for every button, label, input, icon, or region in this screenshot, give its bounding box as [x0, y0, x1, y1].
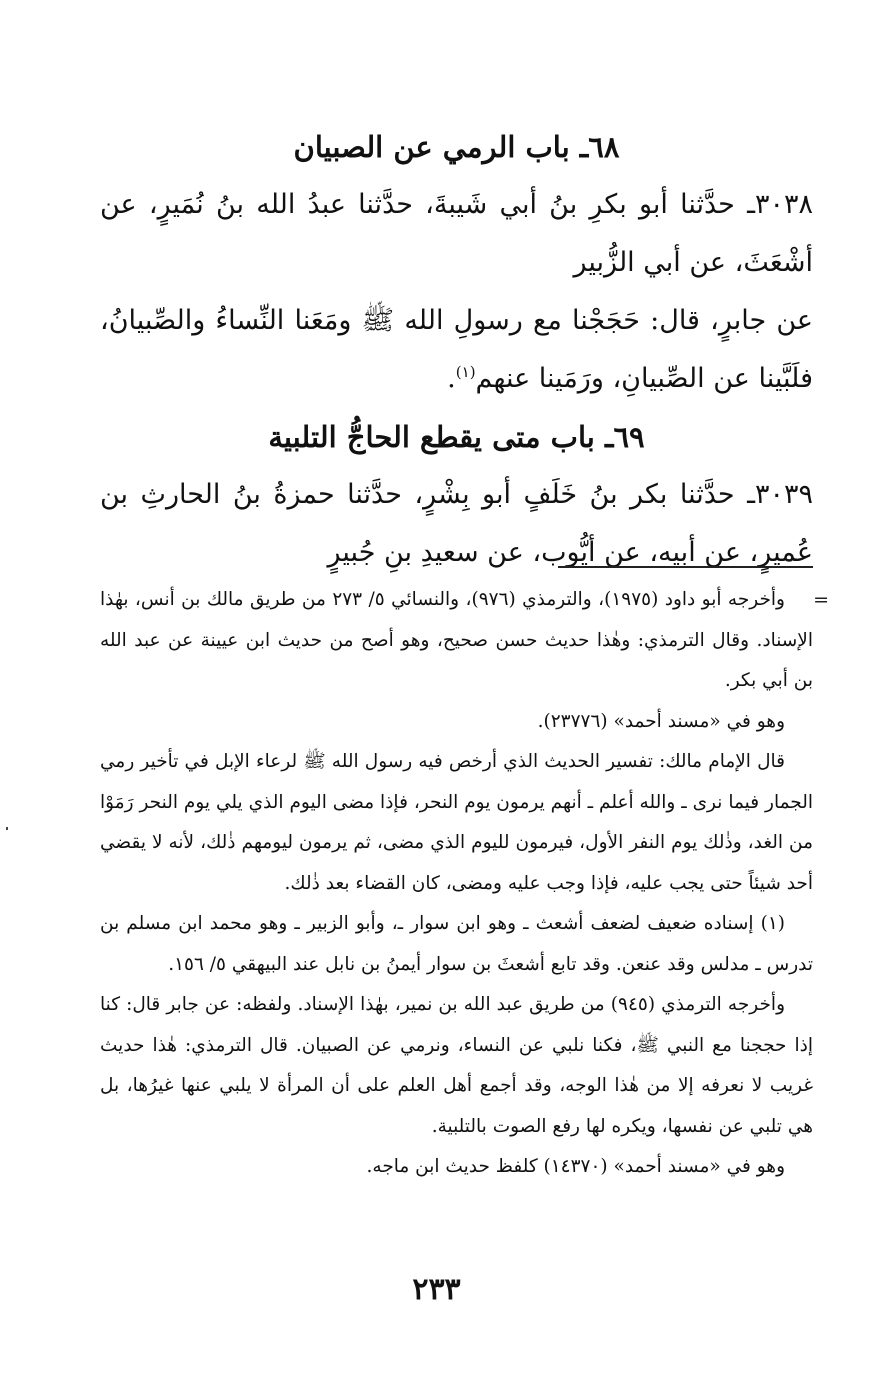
hadith-3038-matn [100, 292, 813, 408]
hadith-3038-end: . [447, 363, 456, 394]
footnotes [100, 580, 813, 1188]
continuation-mark: = [813, 589, 829, 611]
footnote-continued-3: قال الإمام مالك: تفسير الحديث الذي أرخص فيه رسول الله ﷺ لرعاء الإبل في تأخير رمي الجمار فيما نرى ـ والله أعلم ـ أنهم يرمون يوم النحر، فإذا مضى اليوم الذي يلي يوم النحر رَمَوْا من الغد، وذٰلك يوم النفر الأول، فيرمون لليوم الذي مضى، ثم يرمون ليومهم ذٰلك، لأنه لا يقضي أحد شيئاً حتى يجب عليه، فإذا وجب عليه ومضى، كان القضاء بعد ذٰلك. [100, 751, 813, 894]
footnote-continued-1: وأخرجه أبو داود (١٩٧٥)، والترمذي (٩٧٦)، والنسائي ٥/ ٢٧٣ من طريق مالك بن أنس، بهٰذا الإسناد. وقال الترمذي: وهٰذا حديث حسن صحيح، وهو أصح من حديث ابن عيينة عن عبد الله بن أبي بكر. [100, 589, 813, 691]
footnote-continued-2: وهو في «مسند أحمد» (٢٣٧٧٦). [537, 710, 785, 732]
footnote-separator [558, 566, 813, 568]
footnote-ref-1[interactable]: (١) [455, 363, 476, 381]
footnote-1-continued-2: وهو في «مسند أحمد» (١٤٣٧٠) كلفظ حديث ابن ماجه. [366, 1156, 785, 1177]
hadith-3038-isnad: ٣٠٣٨ـ حدَّثنا أبو بكرِ بنُ أبي شَيبةَ، حدَّثنا عبدُ الله بنُ نُمَيرٍ، عن أشْعَثَ، عن أبي الزُّبير [100, 189, 813, 278]
chapter-68-heading: ٦٨ـ باب الرمي عن الصبيان [293, 130, 620, 164]
footnote-1: (١) إسناده ضعيف لضعف أشعث ـ وهو ابن سوار ـ، وأبو الزبير ـ وهو محمد ابن مسلم بن تدرس ـ مدلس وقد عنعن. وقد تابع أشعثَ بن سوار أيمنُ بن نابل عند البيهقي ٥/ ١٥٦. [100, 913, 813, 975]
chapter-69-heading: ٦٩ـ باب متى يقطع الحاجُّ التلبية [268, 420, 645, 454]
scan-speck [6, 827, 8, 830]
page-number: ٢٣٣ [412, 1272, 461, 1307]
hadith-3038-matn-text: عن جابرٍ، قال: حَجَجْنا مع رسولِ الله ﷺ ومَعَنا النِّساءُ والصِّبيانُ، فلَبَّينا عن الصِّبيانِ، ورَمَينا عنهم [100, 305, 813, 394]
footnote-1-continued-1: وأخرجه الترمذي (٩٤٥) من طريق عبد الله بن نمير، بهٰذا الإسناد. ولفظه: عن جابر قال: كنا إذا حججنا مع النبي ﷺ، فكنا نلبي عن النساء، ونرمي عن الصبيان. قال الترمذي: هٰذا حديث غريب لا نعرفه إلا من هٰذا الوجه، وقد أجمع أهل العلم على أن المرأة لا يلبي عنها غيرُها، بل هي تلبي عن نفسها، ويكره لها رفع الصوت بالتلبية. [100, 994, 813, 1137]
hadith-3039-isnad: ٣٠٣٩ـ حدَّثنا بكر بنُ خَلَفٍ أبو بِشْرٍ، حدَّثنا حمزةُ بنُ الحارثِ بن عُميرٍ، عن أبيه، عن أيُّوب، عن سعيدِ بنِ جُبيرٍ [100, 479, 813, 568]
main-text [100, 118, 813, 582]
